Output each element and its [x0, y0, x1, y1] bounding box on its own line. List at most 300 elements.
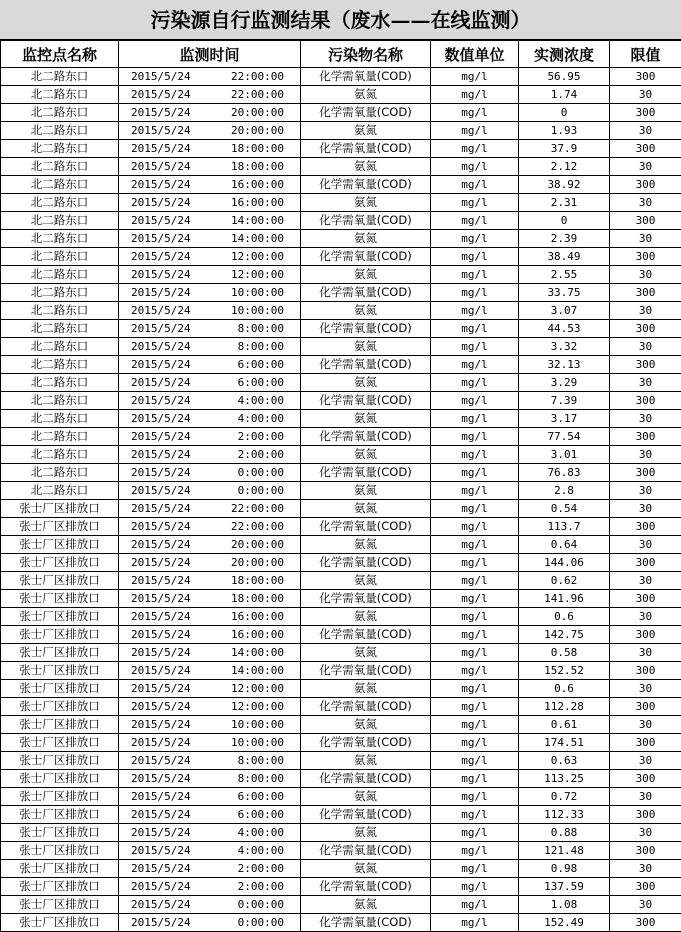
cell-limit: 300 [610, 320, 681, 338]
cell-date: 2015/5/24 [131, 842, 191, 859]
cell-site: 张士厂区排放口 [1, 878, 119, 896]
cell-site: 北二路东口 [1, 140, 119, 158]
cell-clock: 16:00:00 [231, 626, 284, 643]
cell-site: 北二路东口 [1, 194, 119, 212]
cell-clock: 18:00:00 [231, 140, 284, 157]
table-row [1, 536, 681, 554]
cell-time [119, 464, 301, 482]
cell-value: 0 [519, 212, 610, 230]
cell-unit: mg/l [431, 680, 519, 698]
cell-site: 北二路东口 [1, 338, 119, 356]
table-row [1, 878, 681, 896]
cell-site: 张士厂区排放口 [1, 860, 119, 878]
cell-pollutant: 氨氮 [301, 86, 431, 104]
cell-unit: mg/l [431, 842, 519, 860]
table-row [1, 212, 681, 230]
cell-value: 32.13 [519, 356, 610, 374]
cell-unit: mg/l [431, 230, 519, 248]
cell-unit: mg/l [431, 122, 519, 140]
cell-pollutant: 氨氮 [301, 752, 431, 770]
table-row [1, 194, 681, 212]
cell-value: 3.29 [519, 374, 610, 392]
cell-time [119, 860, 301, 878]
cell-limit: 30 [610, 788, 681, 806]
cell-pollutant: 化学需氧量(COD) [301, 734, 431, 752]
cell-time [119, 698, 301, 716]
cell-date: 2015/5/24 [131, 428, 191, 445]
cell-date: 2015/5/24 [131, 572, 191, 589]
cell-time [119, 320, 301, 338]
cell-value: 137.59 [519, 878, 610, 896]
cell-date: 2015/5/24 [131, 734, 191, 751]
cell-time [119, 878, 301, 896]
table-row [1, 158, 681, 176]
cell-pollutant: 化学需氧量(COD) [301, 842, 431, 860]
cell-pollutant: 化学需氧量(COD) [301, 320, 431, 338]
cell-limit: 300 [610, 140, 681, 158]
cell-site: 张士厂区排放口 [1, 752, 119, 770]
cell-time [119, 284, 301, 302]
cell-date: 2015/5/24 [131, 320, 191, 337]
cell-clock: 12:00:00 [231, 248, 284, 265]
cell-unit: mg/l [431, 788, 519, 806]
cell-value: 44.53 [519, 320, 610, 338]
cell-limit: 30 [610, 536, 681, 554]
cell-unit: mg/l [431, 320, 519, 338]
cell-unit: mg/l [431, 176, 519, 194]
cell-clock: 6:00:00 [238, 806, 284, 823]
cell-value: 3.32 [519, 338, 610, 356]
cell-unit: mg/l [431, 716, 519, 734]
cell-limit: 30 [610, 194, 681, 212]
table-row [1, 896, 681, 914]
cell-value: 0.54 [519, 500, 610, 518]
cell-clock: 14:00:00 [231, 212, 284, 229]
table-row [1, 356, 681, 374]
cell-time [119, 518, 301, 536]
cell-site: 张士厂区排放口 [1, 788, 119, 806]
cell-value: 174.51 [519, 734, 610, 752]
cell-time [119, 140, 301, 158]
table-row [1, 266, 681, 284]
cell-value: 38.49 [519, 248, 610, 266]
cell-limit: 30 [610, 122, 681, 140]
cell-unit: mg/l [431, 806, 519, 824]
cell-unit: mg/l [431, 428, 519, 446]
cell-pollutant: 化学需氧量(COD) [301, 518, 431, 536]
cell-time [119, 626, 301, 644]
header-time: 监测时间 [119, 41, 301, 68]
cell-time [119, 482, 301, 500]
cell-unit: mg/l [431, 446, 519, 464]
cell-clock: 16:00:00 [231, 176, 284, 193]
cell-value: 0.6 [519, 680, 610, 698]
cell-date: 2015/5/24 [131, 410, 191, 427]
cell-limit: 300 [610, 698, 681, 716]
cell-site: 北二路东口 [1, 86, 119, 104]
cell-unit: mg/l [431, 770, 519, 788]
cell-date: 2015/5/24 [131, 374, 191, 391]
cell-pollutant: 氨氮 [301, 302, 431, 320]
cell-unit: mg/l [431, 608, 519, 626]
cell-site: 张士厂区排放口 [1, 518, 119, 536]
table-row [1, 752, 681, 770]
cell-date: 2015/5/24 [131, 608, 191, 625]
cell-date: 2015/5/24 [131, 788, 191, 805]
cell-unit: mg/l [431, 482, 519, 500]
cell-unit: mg/l [431, 662, 519, 680]
cell-limit: 300 [610, 248, 681, 266]
table-row [1, 410, 681, 428]
cell-date: 2015/5/24 [131, 536, 191, 553]
cell-limit: 300 [610, 878, 681, 896]
cell-unit: mg/l [431, 248, 519, 266]
header-row [1, 41, 681, 68]
cell-clock: 4:00:00 [238, 410, 284, 427]
table-row [1, 770, 681, 788]
cell-site: 北二路东口 [1, 68, 119, 86]
table-row [1, 428, 681, 446]
cell-unit: mg/l [431, 140, 519, 158]
table-row [1, 500, 681, 518]
cell-clock: 22:00:00 [231, 86, 284, 103]
cell-site: 北二路东口 [1, 428, 119, 446]
cell-pollutant: 化学需氧量(COD) [301, 554, 431, 572]
cell-site: 北二路东口 [1, 464, 119, 482]
cell-time [119, 662, 301, 680]
cell-clock: 12:00:00 [231, 680, 284, 697]
header-site: 监控点名称 [1, 41, 119, 68]
cell-time [119, 338, 301, 356]
cell-date: 2015/5/24 [131, 644, 191, 661]
cell-limit: 300 [610, 590, 681, 608]
cell-date: 2015/5/24 [131, 806, 191, 823]
cell-date: 2015/5/24 [131, 770, 191, 787]
cell-clock: 20:00:00 [231, 122, 284, 139]
cell-site: 北二路东口 [1, 482, 119, 500]
cell-pollutant: 氨氮 [301, 158, 431, 176]
cell-unit: mg/l [431, 554, 519, 572]
cell-pollutant: 化学需氧量(COD) [301, 464, 431, 482]
table-row [1, 572, 681, 590]
table-row [1, 608, 681, 626]
cell-limit: 300 [610, 464, 681, 482]
cell-pollutant: 氨氮 [301, 536, 431, 554]
table-row [1, 590, 681, 608]
cell-unit: mg/l [431, 824, 519, 842]
cell-value: 0.64 [519, 536, 610, 554]
cell-clock: 12:00:00 [231, 266, 284, 283]
cell-time [119, 788, 301, 806]
table-row [1, 860, 681, 878]
cell-clock: 0:00:00 [238, 464, 284, 481]
table-row [1, 482, 681, 500]
cell-unit: mg/l [431, 626, 519, 644]
cell-clock: 16:00:00 [231, 608, 284, 625]
table-row [1, 140, 681, 158]
cell-date: 2015/5/24 [131, 698, 191, 715]
table-row [1, 914, 681, 932]
cell-limit: 300 [610, 770, 681, 788]
cell-time [119, 248, 301, 266]
table-row [1, 374, 681, 392]
cell-pollutant: 化学需氧量(COD) [301, 356, 431, 374]
cell-site: 张士厂区排放口 [1, 644, 119, 662]
cell-site: 北二路东口 [1, 176, 119, 194]
cell-limit: 30 [610, 896, 681, 914]
cell-unit: mg/l [431, 158, 519, 176]
cell-time [119, 608, 301, 626]
cell-pollutant: 氨氮 [301, 230, 431, 248]
cell-site: 张士厂区排放口 [1, 662, 119, 680]
cell-clock: 8:00:00 [238, 338, 284, 355]
cell-unit: mg/l [431, 698, 519, 716]
cell-unit: mg/l [431, 284, 519, 302]
cell-unit: mg/l [431, 374, 519, 392]
cell-time [119, 590, 301, 608]
cell-unit: mg/l [431, 302, 519, 320]
cell-date: 2015/5/24 [131, 86, 191, 103]
cell-value: 0.6 [519, 608, 610, 626]
cell-time [119, 572, 301, 590]
cell-limit: 30 [610, 572, 681, 590]
cell-site: 张士厂区排放口 [1, 914, 119, 932]
cell-site: 北二路东口 [1, 212, 119, 230]
cell-value: 141.96 [519, 590, 610, 608]
table-row [1, 716, 681, 734]
cell-unit: mg/l [431, 464, 519, 482]
cell-clock: 4:00:00 [238, 842, 284, 859]
cell-site: 北二路东口 [1, 392, 119, 410]
cell-pollutant: 化学需氧量(COD) [301, 284, 431, 302]
table-row [1, 320, 681, 338]
table-row [1, 230, 681, 248]
cell-limit: 30 [610, 644, 681, 662]
cell-clock: 2:00:00 [238, 428, 284, 445]
cell-site: 张士厂区排放口 [1, 842, 119, 860]
cell-limit: 300 [610, 842, 681, 860]
cell-clock: 8:00:00 [238, 752, 284, 769]
cell-unit: mg/l [431, 734, 519, 752]
cell-site: 北二路东口 [1, 104, 119, 122]
cell-limit: 30 [610, 302, 681, 320]
cell-unit: mg/l [431, 590, 519, 608]
cell-value: 0.88 [519, 824, 610, 842]
cell-limit: 300 [610, 68, 681, 86]
cell-time [119, 86, 301, 104]
cell-time [119, 302, 301, 320]
header-value: 实测浓度 [519, 41, 610, 68]
cell-site: 北二路东口 [1, 320, 119, 338]
cell-clock: 8:00:00 [238, 770, 284, 787]
cell-pollutant: 氨氮 [301, 572, 431, 590]
cell-pollutant: 氨氮 [301, 338, 431, 356]
cell-value: 2.12 [519, 158, 610, 176]
cell-date: 2015/5/24 [131, 68, 191, 85]
cell-date: 2015/5/24 [131, 716, 191, 733]
cell-site: 张士厂区排放口 [1, 554, 119, 572]
cell-unit: mg/l [431, 68, 519, 86]
cell-pollutant: 化学需氧量(COD) [301, 68, 431, 86]
cell-time [119, 428, 301, 446]
cell-date: 2015/5/24 [131, 554, 191, 571]
cell-time [119, 410, 301, 428]
cell-clock: 4:00:00 [238, 392, 284, 409]
cell-site: 北二路东口 [1, 302, 119, 320]
cell-clock: 20:00:00 [231, 536, 284, 553]
header-pollutant: 污染物名称 [301, 41, 431, 68]
cell-site: 北二路东口 [1, 356, 119, 374]
cell-date: 2015/5/24 [131, 302, 191, 319]
cell-site: 北二路东口 [1, 230, 119, 248]
cell-time [119, 158, 301, 176]
cell-value: 2.31 [519, 194, 610, 212]
cell-value: 152.52 [519, 662, 610, 680]
cell-pollutant: 氨氮 [301, 266, 431, 284]
cell-value: 1.93 [519, 122, 610, 140]
table-row [1, 86, 681, 104]
cell-value: 3.07 [519, 302, 610, 320]
cell-site: 张士厂区排放口 [1, 896, 119, 914]
cell-pollutant: 化学需氧量(COD) [301, 176, 431, 194]
table-row [1, 248, 681, 266]
cell-site: 张士厂区排放口 [1, 680, 119, 698]
cell-pollutant: 氨氮 [301, 410, 431, 428]
table-body [1, 68, 681, 932]
table-row [1, 788, 681, 806]
cell-value: 142.75 [519, 626, 610, 644]
cell-pollutant: 氨氮 [301, 194, 431, 212]
cell-limit: 300 [610, 626, 681, 644]
cell-clock: 0:00:00 [238, 896, 284, 913]
cell-clock: 20:00:00 [231, 104, 284, 121]
cell-limit: 300 [610, 392, 681, 410]
table-row [1, 176, 681, 194]
cell-pollutant: 化学需氧量(COD) [301, 392, 431, 410]
cell-time [119, 680, 301, 698]
results-table [0, 40, 681, 932]
cell-limit: 30 [610, 338, 681, 356]
cell-value: 0.58 [519, 644, 610, 662]
cell-pollutant: 氨氮 [301, 644, 431, 662]
cell-value: 0.63 [519, 752, 610, 770]
cell-date: 2015/5/24 [131, 590, 191, 607]
header-limit: 限值 [610, 41, 681, 68]
cell-pollutant: 氨氮 [301, 482, 431, 500]
cell-date: 2015/5/24 [131, 824, 191, 841]
table-row [1, 698, 681, 716]
cell-time [119, 806, 301, 824]
table-row [1, 680, 681, 698]
cell-value: 144.06 [519, 554, 610, 572]
table-row [1, 104, 681, 122]
cell-date: 2015/5/24 [131, 446, 191, 463]
cell-value: 76.83 [519, 464, 610, 482]
cell-time [119, 194, 301, 212]
cell-unit: mg/l [431, 896, 519, 914]
cell-pollutant: 化学需氧量(COD) [301, 140, 431, 158]
cell-time [119, 68, 301, 86]
cell-limit: 30 [610, 482, 681, 500]
cell-site: 张士厂区排放口 [1, 824, 119, 842]
cell-time [119, 500, 301, 518]
cell-clock: 18:00:00 [231, 572, 284, 589]
cell-time [119, 212, 301, 230]
sheet-title: 污染源自行监测结果（废水——在线监测） [0, 0, 681, 40]
cell-time [119, 374, 301, 392]
cell-clock: 10:00:00 [231, 302, 284, 319]
cell-limit: 30 [610, 752, 681, 770]
cell-unit: mg/l [431, 860, 519, 878]
cell-date: 2015/5/24 [131, 338, 191, 355]
cell-site: 张士厂区排放口 [1, 698, 119, 716]
cell-value: 1.74 [519, 86, 610, 104]
cell-value: 37.9 [519, 140, 610, 158]
cell-date: 2015/5/24 [131, 194, 191, 211]
cell-site: 张士厂区排放口 [1, 626, 119, 644]
cell-site: 张士厂区排放口 [1, 770, 119, 788]
cell-pollutant: 化学需氧量(COD) [301, 878, 431, 896]
cell-time [119, 536, 301, 554]
cell-value: 1.08 [519, 896, 610, 914]
cell-date: 2015/5/24 [131, 392, 191, 409]
cell-date: 2015/5/24 [131, 248, 191, 265]
cell-limit: 300 [610, 914, 681, 932]
cell-unit: mg/l [431, 338, 519, 356]
cell-unit: mg/l [431, 536, 519, 554]
cell-limit: 300 [610, 428, 681, 446]
cell-limit: 30 [610, 860, 681, 878]
cell-site: 张士厂区排放口 [1, 590, 119, 608]
cell-pollutant: 氨氮 [301, 788, 431, 806]
cell-clock: 12:00:00 [231, 698, 284, 715]
table-row [1, 824, 681, 842]
cell-date: 2015/5/24 [131, 140, 191, 157]
cell-clock: 2:00:00 [238, 878, 284, 895]
cell-pollutant: 氨氮 [301, 122, 431, 140]
cell-clock: 10:00:00 [231, 734, 284, 751]
cell-value: 38.92 [519, 176, 610, 194]
cell-pollutant: 化学需氧量(COD) [301, 914, 431, 932]
cell-time [119, 392, 301, 410]
cell-date: 2015/5/24 [131, 212, 191, 229]
cell-clock: 22:00:00 [231, 68, 284, 85]
cell-date: 2015/5/24 [131, 752, 191, 769]
cell-value: 2.8 [519, 482, 610, 500]
cell-pollutant: 氨氮 [301, 374, 431, 392]
cell-value: 56.95 [519, 68, 610, 86]
cell-time [119, 266, 301, 284]
cell-limit: 30 [610, 410, 681, 428]
cell-limit: 30 [610, 608, 681, 626]
table-row [1, 644, 681, 662]
cell-limit: 300 [610, 356, 681, 374]
cell-date: 2015/5/24 [131, 914, 191, 931]
cell-pollutant: 氨氮 [301, 608, 431, 626]
cell-value: 112.33 [519, 806, 610, 824]
cell-time [119, 716, 301, 734]
cell-clock: 22:00:00 [231, 518, 284, 535]
cell-date: 2015/5/24 [131, 284, 191, 301]
cell-pollutant: 化学需氧量(COD) [301, 698, 431, 716]
cell-clock: 0:00:00 [238, 914, 284, 931]
cell-date: 2015/5/24 [131, 464, 191, 481]
cell-site: 北二路东口 [1, 122, 119, 140]
cell-time [119, 770, 301, 788]
cell-unit: mg/l [431, 212, 519, 230]
cell-unit: mg/l [431, 266, 519, 284]
cell-clock: 18:00:00 [231, 590, 284, 607]
